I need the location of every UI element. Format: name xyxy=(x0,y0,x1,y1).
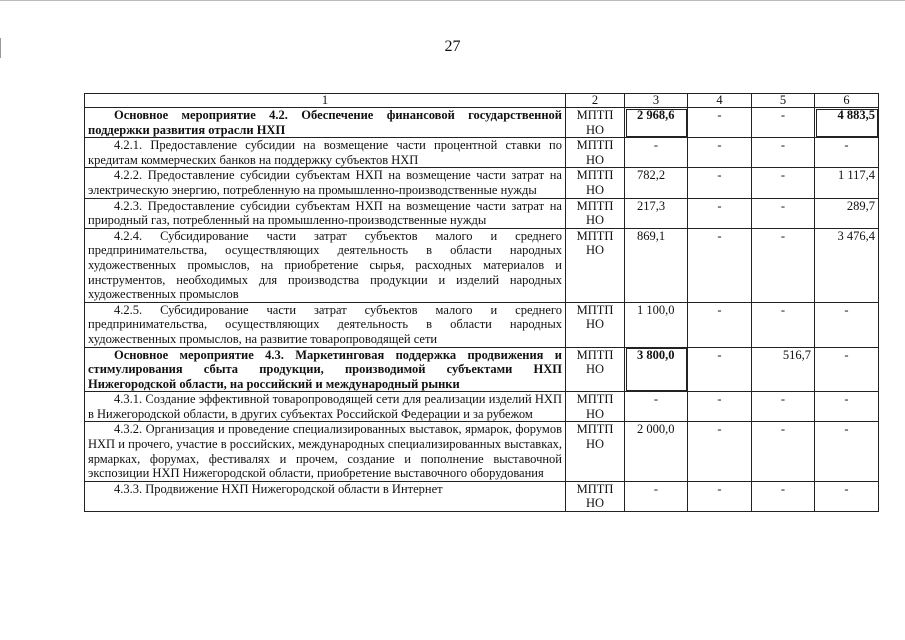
row-description-text: 4.2.4. Субсидирование части затрат субъектов малого и среднего предпринимательства, осуществляющих деятельность в области народных художественных промыслов, на приобретение сырья, расходных материалов и инструментов, необходимых для производства продукции и изделий народных художественных промыслов xyxy=(88,228,562,302)
row-value-col-6: - xyxy=(815,422,879,481)
row-responsible: МПТП НО xyxy=(566,198,625,228)
row-value-col-6: - xyxy=(815,302,879,347)
row-description xyxy=(85,198,566,228)
header-col-6: 6 xyxy=(815,94,879,108)
row-value-col-6: 1 117,4 xyxy=(815,168,879,198)
row-value-col-3: 1 100,0 xyxy=(625,302,688,347)
table-row xyxy=(85,138,879,168)
row-description xyxy=(85,168,566,198)
row-value-col-4: - xyxy=(688,422,752,481)
row-value-col-3: 2 000,0 xyxy=(625,422,688,481)
row-description-text: 4.3.1. Создание эффективной товаропроводящей сети для реализации изделий НХП в Нижегородской области, в других субъектах Российской Федерации и за рубежом xyxy=(88,392,562,421)
row-description-text: Основное мероприятие 4.2. Обеспечение финансовой государственной поддержки развития отрасли НХП xyxy=(88,108,562,137)
row-value-col-5: - xyxy=(752,168,815,198)
row-value-col-3: - xyxy=(625,392,688,422)
header-col-2: 2 xyxy=(566,94,625,108)
row-value-col-3: 869,1 xyxy=(625,228,688,302)
row-value-col-3: 3 800,0 xyxy=(625,347,688,392)
header-col-4: 4 xyxy=(688,94,752,108)
row-description xyxy=(85,138,566,168)
row-value-col-6: - xyxy=(815,481,879,511)
row-value-col-5: - xyxy=(752,138,815,168)
table-row xyxy=(85,481,879,511)
row-value-col-3: 782,2 xyxy=(625,168,688,198)
row-responsible: МПТП НО xyxy=(566,302,625,347)
row-description-text: 4.3.2. Организация и проведение специализированных выставок, ярмарок, форумов НХП и прочего, участие в российских, международных специализированных выставках, ярмарках, форумах, фестивалях и прочем, создание и пополнение выставочной экспозиции НХП Нижегородской области, приобретение выставочного оборудования xyxy=(88,422,562,481)
row-description xyxy=(85,392,566,422)
row-value-col-5: - xyxy=(752,198,815,228)
row-value-col-6: - xyxy=(815,392,879,422)
row-value-col-3: - xyxy=(625,481,688,511)
table-row xyxy=(85,168,879,198)
row-value-col-4: - xyxy=(688,392,752,422)
row-responsible: МПТП НО xyxy=(566,392,625,422)
row-description xyxy=(85,481,566,511)
table-row xyxy=(85,422,879,481)
row-description xyxy=(85,422,566,481)
measures-table xyxy=(84,93,879,512)
row-description-text: Основное мероприятие 4.3. Маркетинговая поддержка продвижения и стимулирования сбыта продукции, производимой субъектами НХП Нижегородской области, на российский и международный рынки xyxy=(88,347,562,391)
table-row xyxy=(85,347,879,392)
row-value-col-4: - xyxy=(688,481,752,511)
row-description-text: 4.2.3. Предоставление субсидии субъектам НХП на возмещение части затрат на природный газ, потребленный на промышленно-производственные нужды xyxy=(88,198,562,228)
table-row xyxy=(85,302,879,347)
row-responsible: МПТП НО xyxy=(566,481,625,511)
header-col-3: 3 xyxy=(625,94,688,108)
row-value-col-6: 3 476,4 xyxy=(815,228,879,302)
row-description-text: 4.2.5. Субсидирование части затрат субъектов малого и среднего предпринимательства, осуществляющих деятельность в области народных художественных промыслов, на развитие товаропроводящей сети xyxy=(88,302,562,346)
row-value-col-6: - xyxy=(815,347,879,392)
row-value-col-3: 217,3 xyxy=(625,198,688,228)
row-value-col-5: - xyxy=(752,422,815,481)
row-value-col-3: - xyxy=(625,138,688,168)
row-description xyxy=(85,347,566,392)
header-col-5: 5 xyxy=(752,94,815,108)
row-value-col-4: - xyxy=(688,108,752,138)
row-value-col-5: - xyxy=(752,392,815,422)
row-value-col-4: - xyxy=(688,302,752,347)
row-value-col-4: - xyxy=(688,138,752,168)
row-value-col-5: - xyxy=(752,228,815,302)
row-description xyxy=(85,302,566,347)
header-col-1: 1 xyxy=(85,94,566,108)
row-value-col-4: - xyxy=(688,198,752,228)
row-description xyxy=(85,108,566,138)
row-value-col-5: - xyxy=(752,108,815,138)
table-row xyxy=(85,228,879,302)
row-value-col-6: 4 883,5 xyxy=(815,108,879,138)
table-row xyxy=(85,108,879,138)
row-responsible: МПТП НО xyxy=(566,347,625,392)
row-responsible: МПТП НО xyxy=(566,422,625,481)
row-value-col-4: - xyxy=(688,168,752,198)
table-row xyxy=(85,198,879,228)
row-value-col-6: - xyxy=(815,138,879,168)
row-value-col-3: 2 968,6 xyxy=(625,108,688,138)
row-value-col-5: - xyxy=(752,481,815,511)
table-row xyxy=(85,392,879,422)
row-value-col-4: - xyxy=(688,228,752,302)
row-value-col-4: - xyxy=(688,347,752,392)
row-value-col-5: - xyxy=(752,302,815,347)
row-responsible: МПТП НО xyxy=(566,108,625,138)
scan-top-edge xyxy=(0,0,905,1)
row-value-col-6: 289,7 xyxy=(815,198,879,228)
row-description-text: 4.3.3. Продвижение НХП Нижегородской области в Интернет xyxy=(114,481,443,496)
table-header-row xyxy=(85,94,879,108)
page-number: 27 xyxy=(444,38,461,55)
row-description xyxy=(85,228,566,302)
row-description-text: 4.2.2. Предоставление субсидии субъектам НХП на возмещение части затрат на электрическую энергию, потребленную на промышленно-производственные нужды xyxy=(88,168,562,197)
row-responsible: МПТП НО xyxy=(566,138,625,168)
row-responsible: МПТП НО xyxy=(566,228,625,302)
row-value-col-5: 516,7 xyxy=(752,347,815,392)
row-description-text: 4.2.1. Предоставление субсидии на возмещение части процентной ставки по кредитам коммерческих банков на поддержку субъектов НХП xyxy=(88,138,562,167)
row-responsible: МПТП НО xyxy=(566,168,625,198)
